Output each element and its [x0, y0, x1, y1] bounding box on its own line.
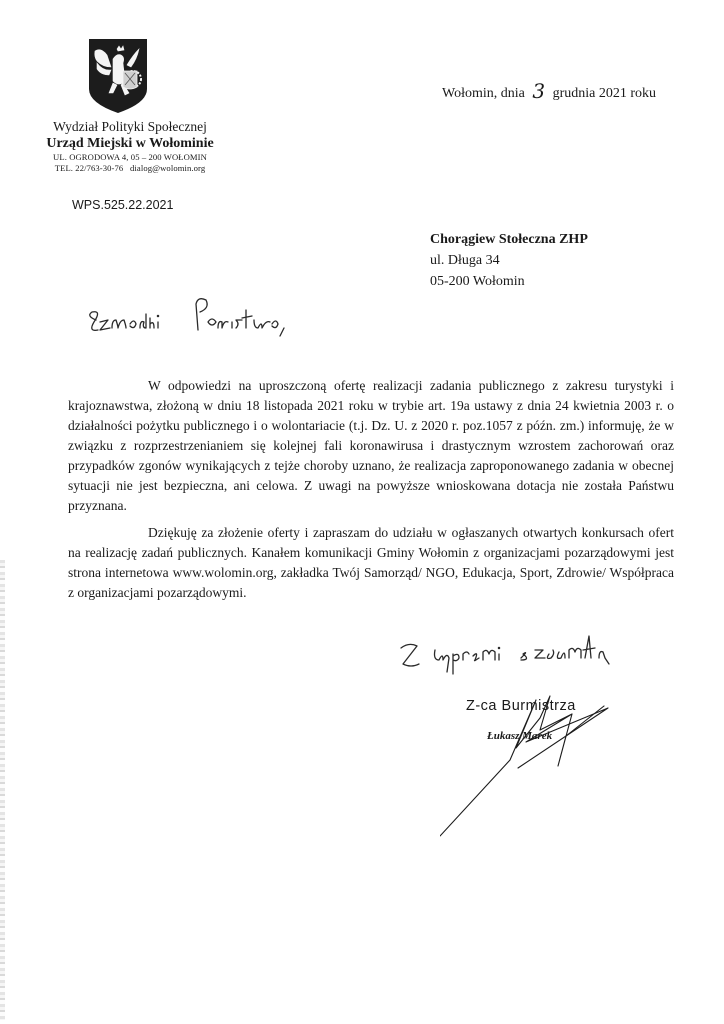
- recipient-address: [430, 229, 588, 292]
- signature-block: [440, 690, 680, 840]
- recipient-city: 05-200 Wołomin: [430, 274, 525, 289]
- reference-number: WPS.525.22.2021: [72, 198, 174, 212]
- date-line: [442, 79, 657, 103]
- office-email: dialog@wolomin.org: [130, 163, 206, 173]
- body-paragraph: W odpowiedzi na uproszczoną ofertę realizacji zadania publicznego z zakresu turystyki i krajoznawstwa, złożoną w dniu 18 listopada 2021 roku w trybie art. 19a ustawy z dnia 24 kwietnia 2003 r. o działalności pożytku publicznego i o wolontariacie (t.j. Dz. U. z 2020 r. poz.1057 z późn. zm.) informuję, że w związku z rozprzestrzenianiem się kolejnej fali koronawirusa i drastycznym wzrostem zachorowań oraz przypadków zgonów wynikających z tejże choroby uznano, że realizacja zaproponowanego zadania w obecnej sytuacji nie jest bezpieczna, ani celowa. Z uwagi na powyższe wnioskowana dotacja nie została Państwu przyznana.: [68, 378, 674, 513]
- handwritten-salutation: [80, 288, 300, 348]
- letterhead: [30, 118, 230, 174]
- office-contact: [30, 163, 230, 174]
- date-prefix: Wołomin, dnia: [442, 86, 525, 101]
- coat-of-arms-icon: [87, 37, 149, 114]
- handwritten-signature: [440, 690, 680, 840]
- scan-edge-artifact: [0, 560, 5, 1020]
- signatory-name: Łukasz Marek: [487, 730, 553, 742]
- office-name: Urząd Miejski w Wołominie: [46, 136, 214, 151]
- recipient-name: Chorągiew Stołeczna ZHP: [430, 232, 588, 247]
- letter-body: [68, 376, 674, 610]
- signatory-title: Z-ca Burmistrza: [466, 698, 576, 714]
- office-phone: TEL. 22/763-30-76: [54, 163, 124, 173]
- office-address: UL. OGRODOWA 4, 05 – 200 WOŁOMIN: [53, 152, 207, 162]
- recipient-street: ul. Długa 34: [430, 253, 500, 268]
- body-paragraph: Dziękuję za złożenie oferty i zapraszam do udziału w ogłaszanych otwartych konkursach ofert na realizację zadań publicznych. Kanałem komunikacji Gminy Wołomin z organizacjami pozarządowymi jest strona internetowa www.wolomin.org, zakładka Twój Samorząd/ NGO, Edukacja, Sport, Zdrowie/ Współpraca z organizacjami pozarządowymi.: [68, 525, 674, 600]
- department-name: Wydział Polityki Społecznej: [53, 119, 207, 134]
- date-suffix: grudnia 2021 roku: [552, 86, 657, 101]
- date-day-handwritten: 3: [532, 79, 546, 103]
- handwritten-closing: [395, 628, 665, 678]
